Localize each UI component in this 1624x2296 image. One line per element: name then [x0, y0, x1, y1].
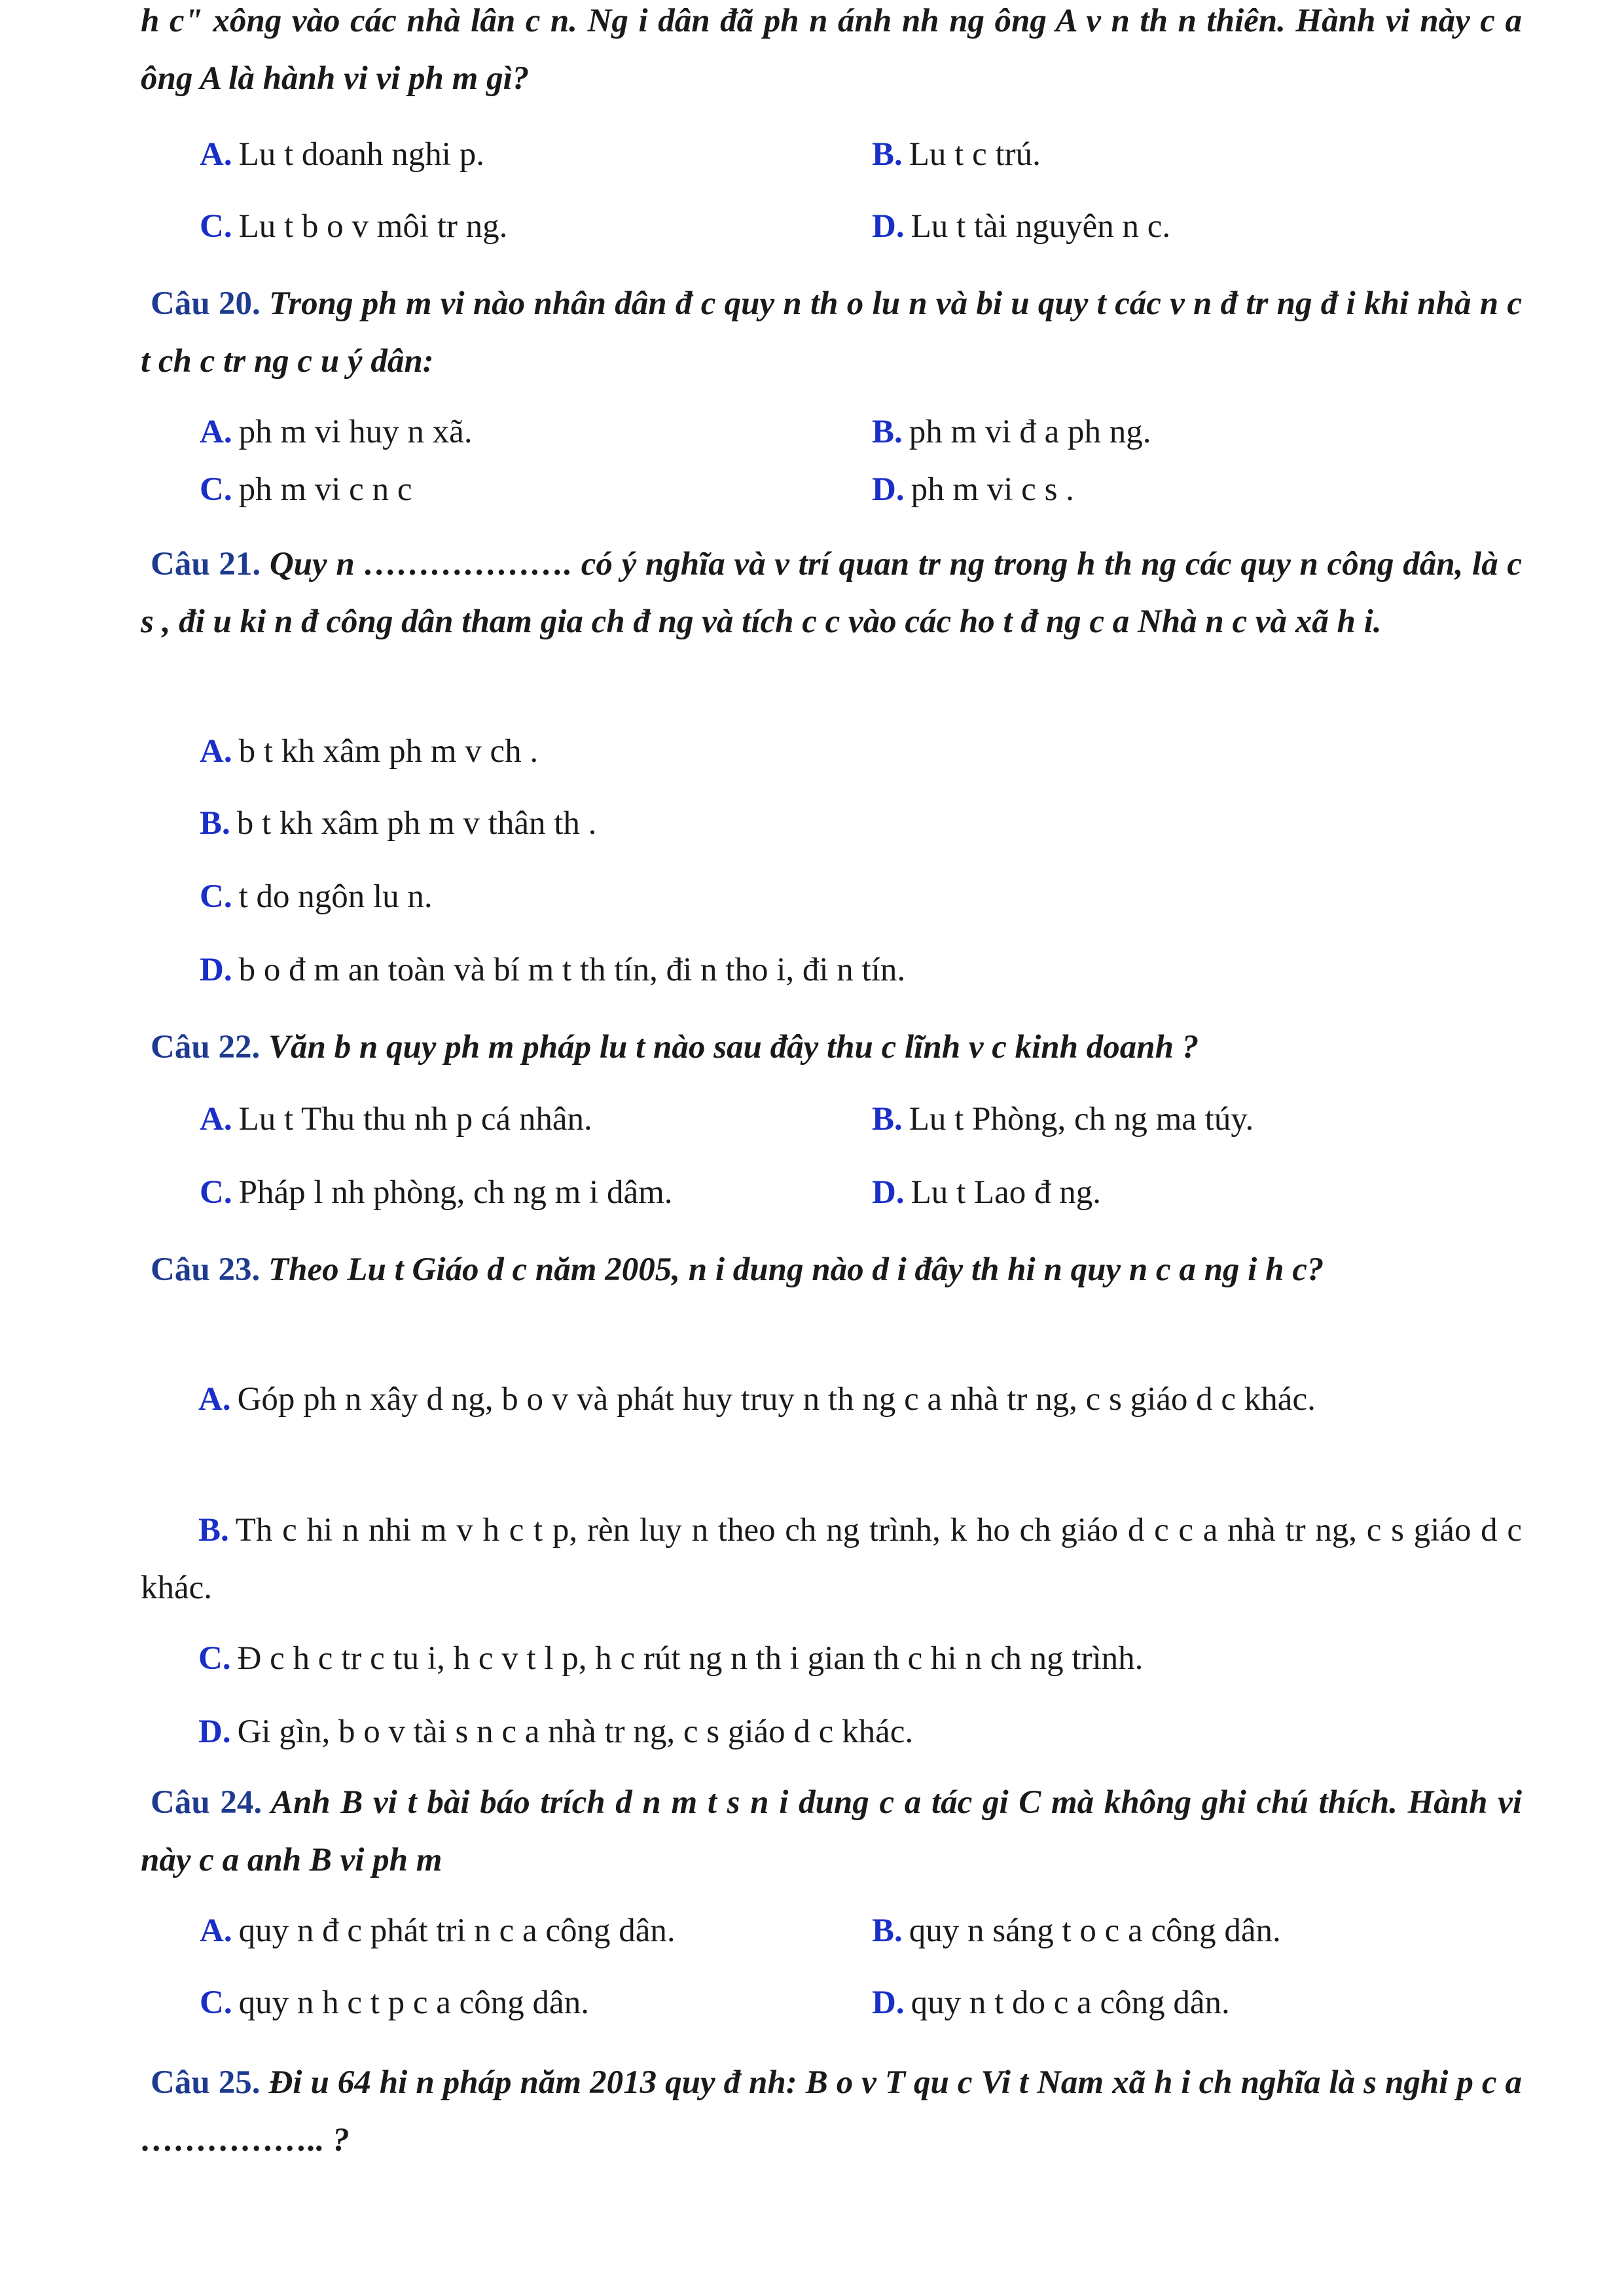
q19-option-a[interactable]: A. Lu t doanh nghi p. — [200, 136, 484, 173]
q24-option-c[interactable]: C. quy n h c t p c a công dân. — [200, 1984, 589, 2021]
q24-option-b[interactable]: B. quy n sáng t o c a công dân. — [872, 1912, 1281, 1949]
q23-option-d[interactable]: D. Gi gìn, b o v tài s n c a nhà tr ng, c s giáo d c khác. — [198, 1713, 914, 1750]
question-24-number: Câu 24. — [151, 1784, 262, 1821]
q20-option-c[interactable]: C. ph m vi c n c — [200, 471, 412, 508]
question-25 — [141, 2054, 1522, 2169]
q21-option-b[interactable]: B. b t kh xâm ph m v thân th . — [200, 805, 597, 842]
question-22 — [141, 1018, 1522, 1076]
q21-option-d[interactable]: D. b o đ m an toàn và bí m t th tín, đi n tho i, đi n tín. — [200, 952, 906, 988]
question-22-number: Câu 22. — [151, 1029, 261, 1066]
q21-option-a[interactable]: A. b t kh xâm ph m v ch . — [200, 733, 539, 770]
question-25-number: Câu 25. — [151, 2064, 261, 2101]
q22-option-a[interactable]: A. Lu t Thu thu nh p cá nhân. — [200, 1101, 592, 1138]
question-24-stem: Anh B vi t bài báo trích d n m t s n i dung c a tác gi C mà không ghi chú thích. Hành vi này c a anh B vi ph m — [141, 1784, 1523, 1878]
question-25-stem: Đi u 64 hi n pháp năm 2013 quy đ nh: B o v T qu c Vi t Nam xã h i ch nghĩa là s nghi p c a …………….. ? — [141, 2064, 1523, 2159]
q19-option-b[interactable]: B. Lu t c trú. — [872, 136, 1041, 173]
question-20 — [141, 275, 1522, 390]
q23-option-c[interactable]: C. Đ c h c tr c tu i, h c v t l p, h c rút ng n th i gian th c hi n ch ng trình. — [198, 1640, 1144, 1677]
q24-option-d[interactable]: D. quy n t do c a công dân. — [872, 1984, 1230, 2021]
q23-option-a[interactable]: A. Góp ph n xây d ng, b o v và phát huy truy n th ng c a nhà tr ng, c s giáo d c khác. — [198, 1381, 1316, 1418]
q22-option-c[interactable]: C. Pháp l nh phòng, ch ng m i dâm. — [200, 1174, 673, 1211]
question-20-number: Câu 20. — [151, 285, 261, 322]
q22-option-b[interactable]: B. Lu t Phòng, ch ng ma túy. — [872, 1101, 1254, 1138]
q20-option-b[interactable]: B. ph m vi đ a ph ng. — [872, 414, 1151, 450]
q21-option-c[interactable]: C. t do ngôn lu n. — [200, 878, 433, 915]
q23-option-b[interactable]: B. Th c hi n nhi m v h c t p, rèn luy n theo ch ng trình, k ho ch giáo d c c a nhà tr ng, c s giáo d c khác. — [141, 1512, 1522, 1606]
q20-option-d[interactable]: D. ph m vi c s . — [872, 471, 1074, 508]
question-21-number: Câu 21. — [151, 546, 261, 583]
q24-option-a[interactable]: A. quy n đ c phát tri n c a công dân. — [200, 1912, 676, 1949]
question-23-number: Câu 23. — [151, 1251, 261, 1288]
question-21-stem: Quy n ………………. có ý nghĩa và v trí quan tr ng trong h th ng các quy n công dân, là c s , đi u ki n đ công dân tham gia ch đ ng và tích c c vào các ho t đ ng c a Nhà n c và xã h i. — [141, 546, 1522, 640]
q20-option-a[interactable]: A. ph m vi huy n xã. — [200, 414, 473, 450]
question-23 — [141, 1241, 1522, 1299]
question-23-stem: Theo Lu t Giáo d c năm 2005, n i dung nào d i đây th hi n quy n c a ng i h c? — [268, 1251, 1324, 1288]
question-20-stem: Trong ph m vi nào nhân dân đ c quy n th o lu n và bi u quy t các v n đ tr ng đ i khi nhà n c t ch c tr ng c u ý dân: — [141, 285, 1523, 380]
question-22-stem: Văn b n quy ph m pháp lu t nào sau đây thu c lĩnh v c kinh doanh ? — [268, 1029, 1199, 1066]
q19-option-c[interactable]: C. Lu t b o v môi tr ng. — [200, 208, 508, 245]
question-19-stem: h c" xông vào các nhà lân c n. Ng i dân đã ph n ánh nh ng ông A v n th n thiên. Hành vi này c a ông A là hành vi vi ph m gì? — [141, 3, 1522, 97]
question-24 — [141, 1774, 1522, 1889]
q22-option-d[interactable]: D. Lu t Lao đ ng. — [872, 1174, 1101, 1211]
question-21 — [141, 535, 1522, 651]
q19-option-d[interactable]: D. Lu t tài nguyên n c. — [872, 208, 1171, 245]
